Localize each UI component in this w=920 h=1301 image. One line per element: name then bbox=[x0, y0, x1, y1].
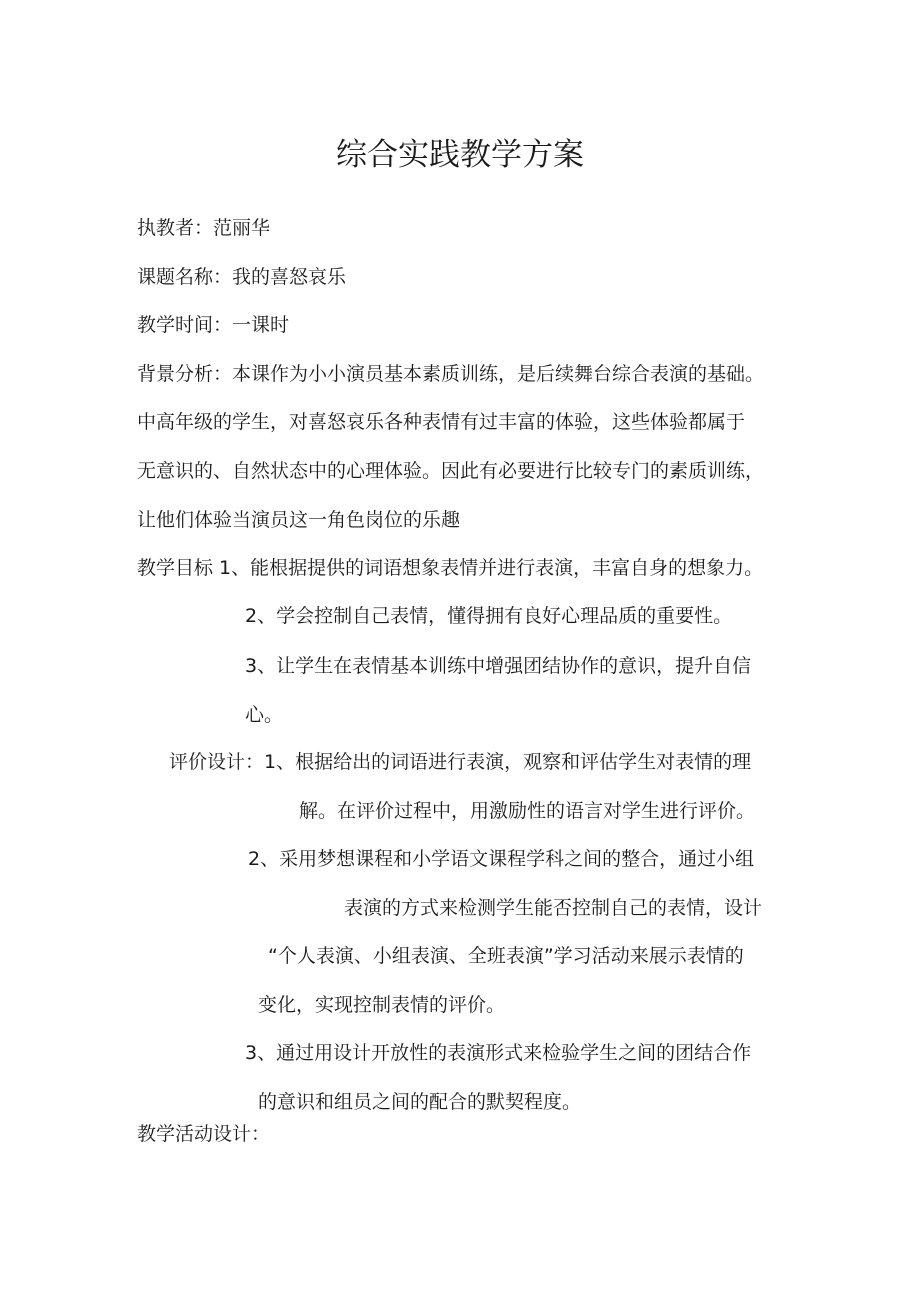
background-line: 背景分析：本课作为小小演员基本素质训练，是后续舞台综合表演的基础。 bbox=[137, 363, 765, 385]
lesson-time-line: 教学时间：一课时 bbox=[137, 314, 290, 336]
activity-design-heading: 教学活动设计： bbox=[137, 1123, 271, 1145]
goal-line: 心。 bbox=[245, 704, 284, 726]
evaluation-line: 3、通过用设计开放性的表演形式来检验学生之间的团结合作 bbox=[245, 1042, 752, 1064]
lesson-name-line: 课题名称：我的喜怒哀乐 bbox=[137, 266, 347, 288]
evaluation-line: 2、采用梦想课程和小学语文课程学科之间的整合，通过小组 bbox=[248, 848, 755, 870]
teacher-line: 执教者：范丽华 bbox=[137, 217, 271, 239]
document-title: 综合实践教学方案 bbox=[336, 137, 584, 173]
evaluation-line: 解。在评价过程中，用激励性的语言对学生进行评价。 bbox=[299, 800, 756, 822]
evaluation-line: 评价设计：1、根据给出的词语进行表演，观察和评估学生对表情的理 bbox=[169, 751, 752, 773]
evaluation-line: 表演的方式来检测学生能否控制自己的表情，设计 bbox=[344, 897, 763, 919]
goal-line: 3、让学生在表情基本训练中增强团结协作的意识，提升自信 bbox=[245, 655, 752, 677]
evaluation-line: “个人表演、小组表演、全班表演”学习活动来展示表情的 bbox=[268, 945, 744, 967]
evaluation-line: 的意识和组员之间的配合的默契程度。 bbox=[258, 1091, 582, 1113]
goal-line: 2、学会控制自己表情，懂得拥有良好心理品质的重要性。 bbox=[245, 605, 733, 627]
evaluation-line: 变化，实现控制表情的评价。 bbox=[258, 994, 506, 1016]
background-line: 让他们体验当演员这一角色岗位的乐趣 bbox=[137, 509, 461, 531]
background-line: 无意识的、自然状态中的心理体验。因此有必要进行比较专门的素质训练， bbox=[137, 460, 765, 482]
background-line: 中高年级的学生，对喜怒哀乐各种表情有过丰富的体验，这些体验都属于 bbox=[137, 411, 746, 433]
goal-line: 教学目标 1、能根据提供的词语想象表情并进行表演，丰富自身的想象力。 bbox=[137, 557, 764, 579]
